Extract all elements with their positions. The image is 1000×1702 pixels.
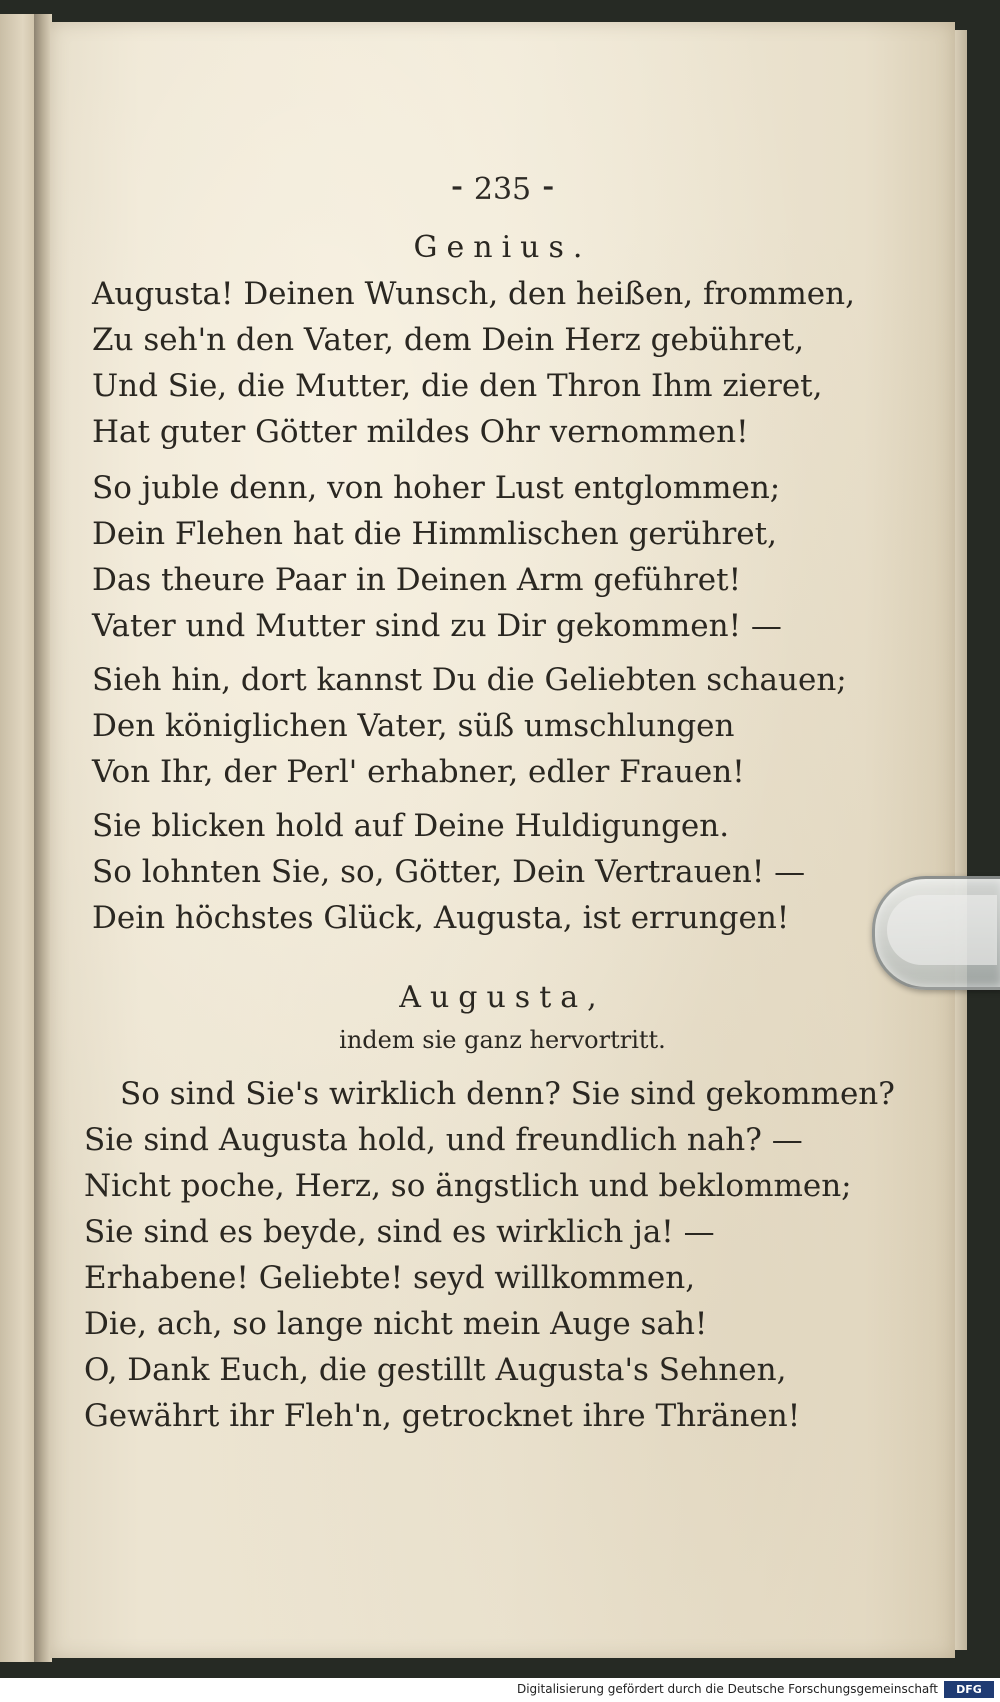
- verse-line: Nicht poche, Herz, so ängstlich und beklommen;: [84, 1168, 852, 1204]
- verse-line: Das theure Paar in Deinen Arm geführet!: [92, 562, 742, 598]
- verse-line: Dein höchstes Glück, Augusta, ist errungen!: [92, 900, 790, 936]
- verse-line: Gewährt ihr Fleh'n, getrocknet ihre Thränen!: [84, 1398, 801, 1434]
- verse-line: Vater und Mutter sind zu Dir gekommen! —: [92, 608, 782, 644]
- verse-line: Hat guter Götter mildes Ohr vernommen!: [92, 414, 749, 450]
- verse-line: Sie sind es beyde, sind es wirklich ja! —: [84, 1214, 715, 1250]
- verse-line: Die, ach, so lange nicht mein Auge sah!: [84, 1306, 708, 1342]
- digitization-footer: [0, 1678, 1000, 1702]
- footer-credit: Digitalisierung gefördert durch die Deutsche Forschungsgemeinschaft: [516, 1682, 938, 1696]
- speaker-augusta: Augusta,: [399, 980, 606, 1015]
- page-number-dash-right: ⁃: [540, 172, 556, 207]
- page-number-dash-left: ⁃: [449, 172, 474, 207]
- page-clip-highlight: [887, 895, 997, 965]
- verse-line: Dein Flehen hat die Himmlischen gerühret,: [92, 516, 777, 552]
- verse-line: Augusta! Deinen Wunsch, den heißen, frommen,: [92, 276, 855, 312]
- page-number-value: 235: [473, 172, 532, 207]
- verse-line: Und Sie, die Mutter, die den Thron Ihm zieret,: [92, 368, 823, 404]
- verse-line: Sie sind Augusta hold, und freundlich nah? —: [84, 1122, 803, 1158]
- verse-line: So sind Sie's wirklich denn? Sie sind gekommen?: [120, 1076, 895, 1112]
- verse-line: O, Dank Euch, die gestillt Augusta's Sehnen,: [84, 1352, 787, 1388]
- facing-page-edge: [0, 14, 38, 1662]
- verse-line: Von Ihr, der Perl' erhabner, edler Frauen!: [92, 754, 745, 790]
- dfg-logo: DFG: [944, 1681, 994, 1698]
- book-page: [50, 22, 955, 1658]
- stage-direction: indem sie ganz hervortritt.: [339, 1026, 666, 1054]
- verse-line: Erhabene! Geliebte! seyd willkommen,: [84, 1260, 696, 1296]
- page-clip: [872, 876, 1000, 990]
- speaker-genius: Genius.: [413, 230, 592, 265]
- verse-line: Zu seh'n den Vater, dem Dein Herz gebühret,: [92, 322, 805, 358]
- verse-line: Sieh hin, dort kannst Du die Geliebten schauen;: [92, 662, 847, 698]
- verse-line: Sie blicken hold auf Deine Huldigungen.: [92, 808, 730, 844]
- verse-line: So juble denn, von hoher Lust entglommen;: [92, 470, 781, 506]
- verse-line: So lohnten Sie, so, Götter, Dein Vertrauen! —: [92, 854, 806, 890]
- verse-line: Den königlichen Vater, süß umschlungen: [92, 708, 735, 744]
- page-number: [50, 172, 955, 207]
- page-stack-edge: [955, 30, 967, 1650]
